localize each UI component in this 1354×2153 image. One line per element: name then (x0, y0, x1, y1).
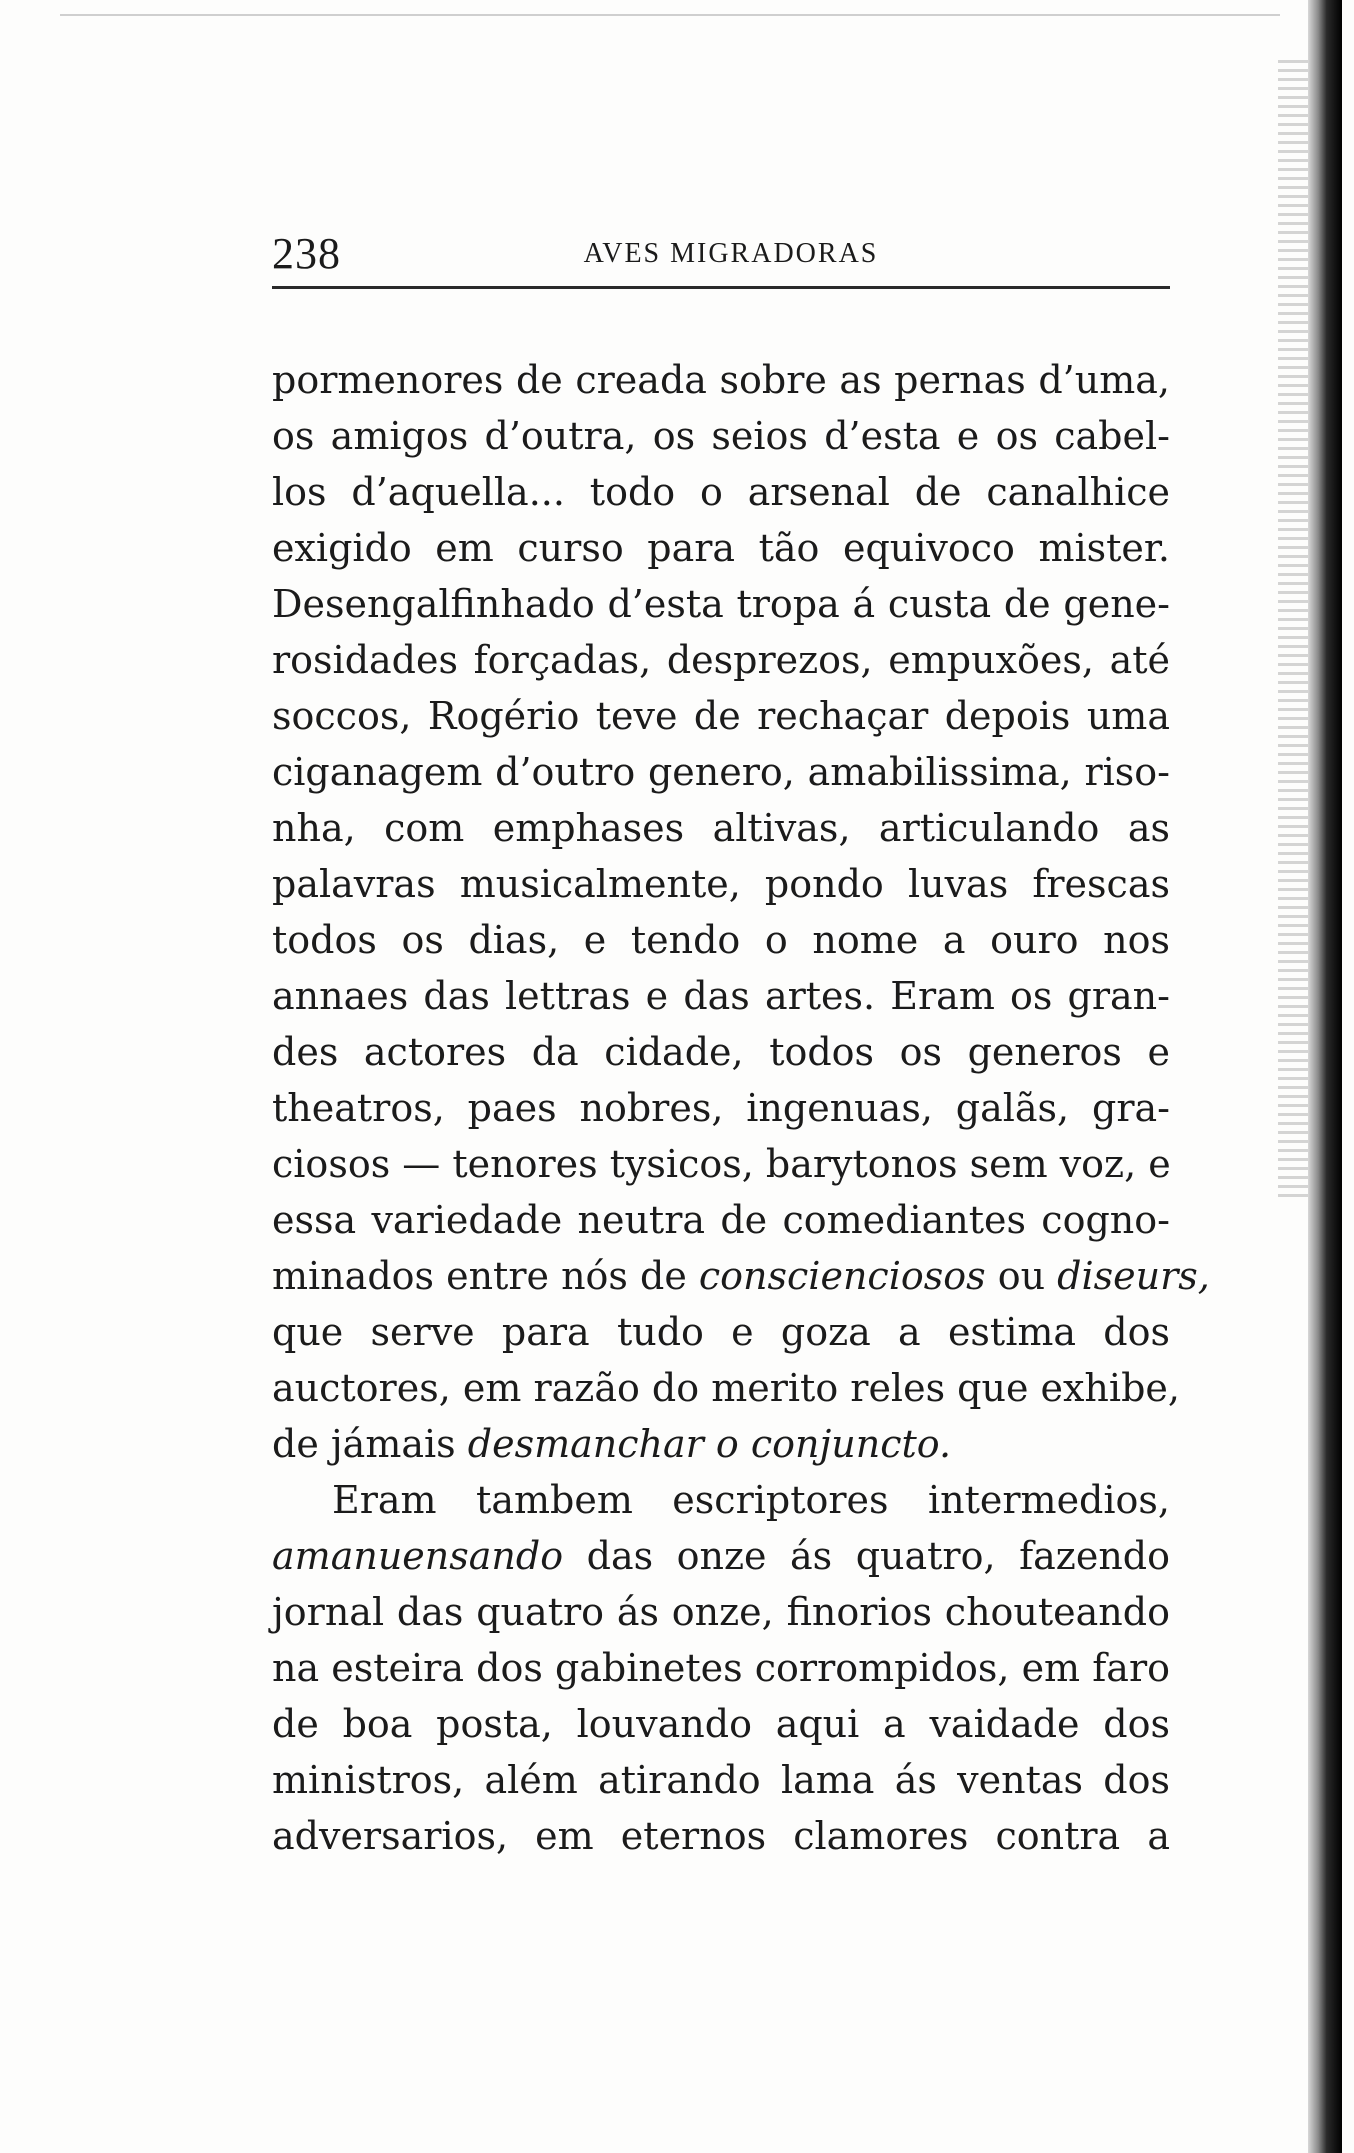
text-line: essa variedade neutra de comediantes cogno- (272, 1198, 1170, 1242)
text-line: de boa posta, louvando aqui a vaidade dos (272, 1702, 1170, 1746)
text-line: annaes das lettras e das artes. Eram os gran- (272, 974, 1170, 1018)
paragraph-start-line: Eram tambem escriptores intermedios, (332, 1478, 1170, 1522)
paragraph-end-line (272, 1416, 1170, 1472)
text-line: los d’aquella... todo o arsenal de canalhice (272, 470, 1170, 514)
text-line: exigido em curso para tão equivoco mister. (272, 526, 1170, 570)
page-number: 238 (272, 229, 341, 278)
text-line: theatros, paes nobres, ingenuas, galãs, gra- (272, 1086, 1170, 1130)
text-fragment: de jámais (272, 1422, 468, 1466)
running-head (272, 222, 1170, 286)
text-line: jornal das quatro ás onze, finorios chouteando (272, 1590, 1170, 1634)
text-line: ministros, além atirando lama ás ventas dos (272, 1758, 1170, 1802)
text-line-with-italics (272, 1248, 1210, 1304)
italic-term: conscienciosos (698, 1254, 986, 1298)
text-line: pormenores de creada sobre as pernas d’uma, (272, 358, 1170, 402)
text-fragment: ou (985, 1254, 1058, 1298)
scan-binding-shadow (1278, 60, 1308, 1200)
text-line: que serve para tudo e goza a estima dos (272, 1310, 1170, 1354)
scan-binding-edge (1308, 0, 1342, 2153)
text-line: rosidades forçadas, desprezos, empuxões, até (272, 638, 1170, 682)
text-line: des actores da cidade, todos os generos e (272, 1030, 1170, 1074)
text-fragment: minados entre nós de (272, 1254, 699, 1298)
text-line: ciosos — tenores tysicos, barytonos sem voz, e (272, 1142, 1171, 1186)
italic-term: desmanchar o conjuncto. (467, 1422, 952, 1466)
text-line: adversarios, em eternos clamores contra a (272, 1814, 1170, 1858)
text-line: auctores, em razão do merito reles que exhibe, (272, 1366, 1180, 1410)
italic-term: diseurs, (1057, 1254, 1210, 1298)
italic-term: amanuensando (272, 1534, 564, 1578)
body-text (272, 352, 1210, 1864)
text-line: nha, com emphases altivas, articulando as (272, 806, 1170, 850)
text-line: ciganagem d’outro genero, amabilissima, riso- (272, 750, 1170, 794)
text-line: os amigos d’outra, os seios d’esta e os cabel- (272, 414, 1170, 458)
text-line-with-italics (272, 1528, 1170, 1584)
text-line: todos os dias, e tendo o nome a ouro nos (272, 918, 1170, 962)
running-title: AVES MIGRADORAS (583, 238, 879, 269)
text-line: na esteira dos gabinetes corrompidos, em faro (272, 1646, 1170, 1690)
text-line: soccos, Rogério teve de rechaçar depois uma (272, 694, 1170, 738)
text-line: palavras musicalmente, pondo luvas frescas (272, 862, 1170, 906)
text-line: Desengalfinhado d’esta tropa á custa de gene- (272, 582, 1170, 626)
scan-top-edge (60, 14, 1280, 16)
text-fragment: das onze ás quatro, fazendo (563, 1534, 1170, 1578)
header-rule (272, 286, 1170, 289)
